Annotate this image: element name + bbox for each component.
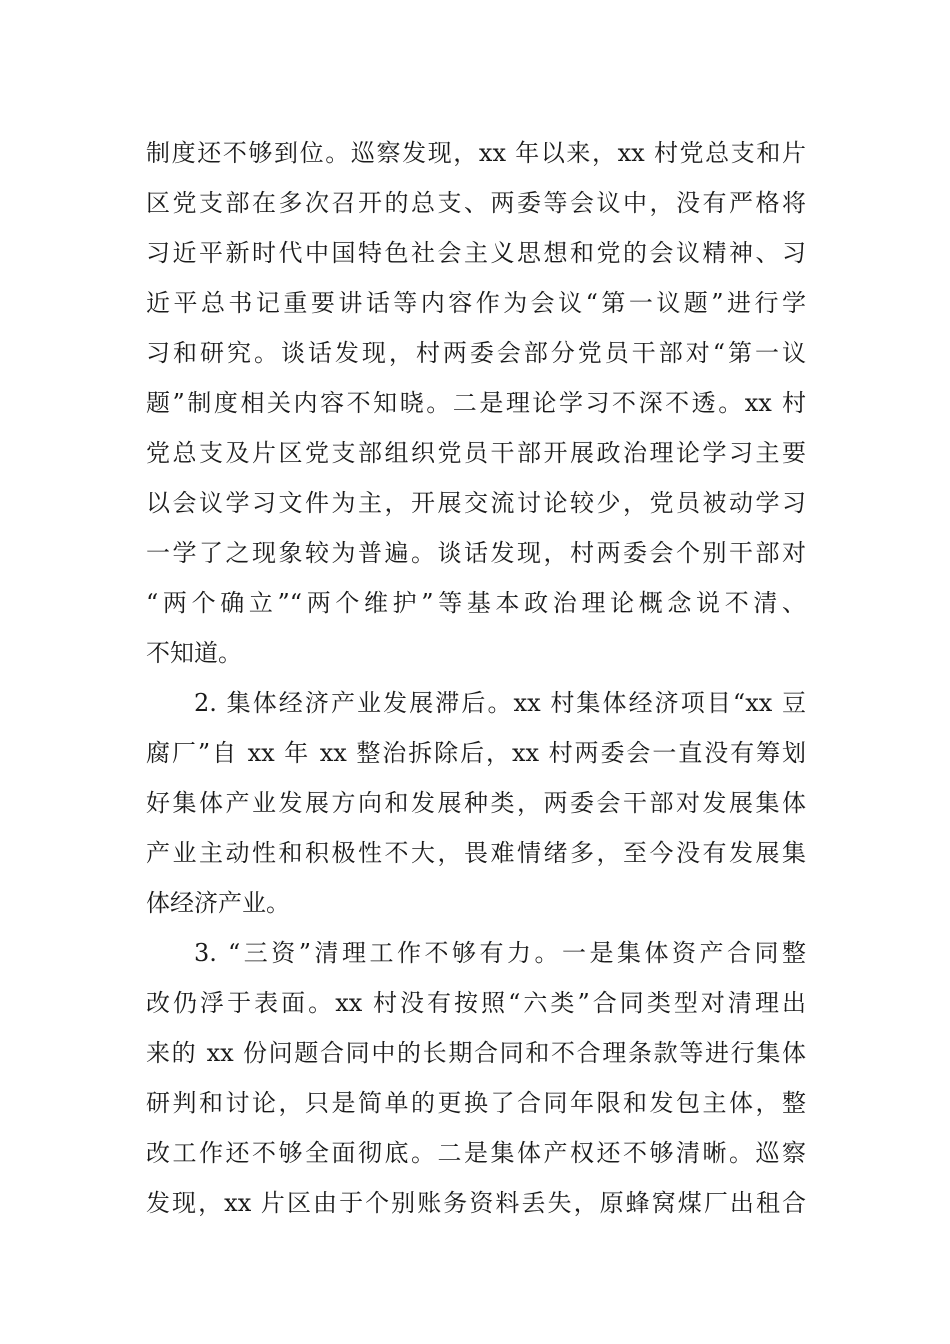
text-line: 习和研究。谈话发现，村两委会部分党员干部对“第一议 (146, 339, 806, 367)
text-line: “两个确立”“两个维护”等基本政治理论概念说不清、 (146, 589, 806, 617)
text-line: 题”制度相关内容不知晓。二是理论学习不深不透。xx 村 (146, 389, 806, 417)
text-line: 一学了之现象较为普遍。谈话发现，村两委会个别干部对 (146, 539, 806, 567)
text-line: 近平总书记重要讲话等内容作为会议“第一议题”进行学 (146, 289, 806, 317)
text-line: 产业主动性和积极性不大，畏难情绪多，至今没有发展集 (146, 839, 806, 867)
text-line: 体经济产业。 (146, 889, 290, 917)
text-line: 区党支部在多次召开的总支、两委等会议中，没有严格将 (146, 189, 806, 217)
text-line: 研判和讨论，只是简单的更换了合同年限和发包主体，整 (146, 1089, 806, 1117)
text-line: 改工作还不够全面彻底。二是集体产权还不够清晰。巡察 (146, 1139, 806, 1167)
text-line: 好集体产业发展方向和发展种类，两委会干部对发展集体 (146, 789, 806, 817)
text-line: 发现，xx 片区由于个别账务资料丢失，原蜂窝煤厂出租合 (146, 1189, 806, 1217)
text-line: 改仍浮于表面。xx 村没有按照“六类”合同类型对清理出 (146, 989, 806, 1017)
text-line: 党总支及片区党支部组织党员干部开展政治理论学习主要 (146, 439, 806, 467)
paragraph-start-line: 3. “三资”清理工作不够有力。一是集体资产合同整 (194, 939, 806, 967)
paragraph-start-line: 2. 集体经济产业发展滞后。xx 村集体经济项目“xx 豆 (194, 689, 806, 717)
text-line: 习近平新时代中国特色社会主义思想和党的会议精神、习 (146, 239, 806, 267)
text-line: 不知道。 (146, 639, 242, 667)
text-line: 腐厂”自 xx 年 xx 整治拆除后，xx 村两委会一直没有筹划 (146, 739, 806, 767)
text-line: 制度还不够到位。巡察发现，xx 年以来，xx 村党总支和片 (146, 139, 806, 167)
text-line: 以会议学习文件为主，开展交流讨论较少，党员被动学习 (146, 489, 806, 517)
text-line: 来的 xx 份问题合同中的长期合同和不合理条款等进行集体 (146, 1039, 806, 1067)
